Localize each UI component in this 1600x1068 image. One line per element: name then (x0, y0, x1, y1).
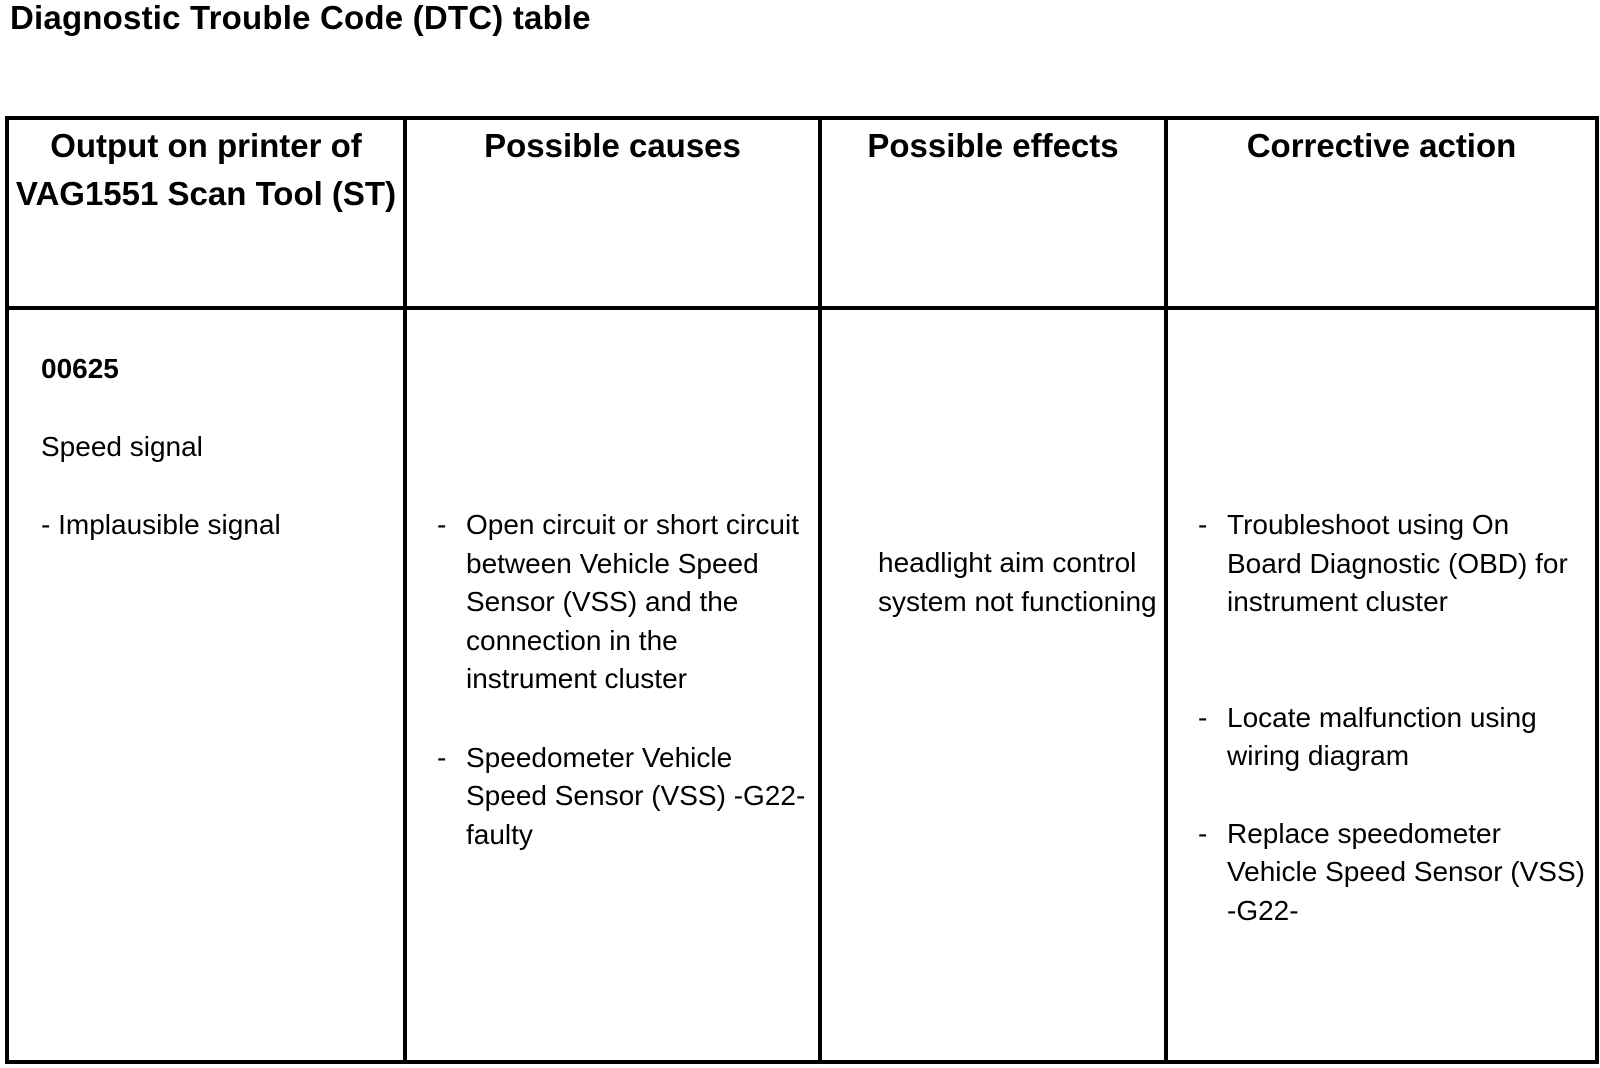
cell-output (7, 308, 405, 1062)
cell-possible-effects (820, 308, 1166, 1062)
causes-list (437, 506, 807, 854)
list-item (1198, 699, 1588, 776)
dash-bullet: - (437, 509, 447, 540)
document-title: Diagnostic Trouble Code (DTC) table (10, 0, 591, 36)
table-row (7, 308, 1597, 1062)
cause-text: Open circuit or short circuit between Vehicle Speed Sensor (VSS) and the connection in the instrument cluster (466, 509, 799, 694)
action-text: Locate malfunction using wiring diagram (1227, 701, 1537, 771)
effects-text: headlight aim control system not functioning (878, 547, 1157, 617)
cause-text: Speedometer Vehicle Speed Sensor (VSS) -G22- faulty (466, 741, 806, 850)
cell-possible-causes (405, 308, 820, 1062)
action-text: Troubleshoot using On Board Diagnostic (OBD) for instrument cluster (1227, 509, 1568, 617)
dash-bullet: - (1198, 701, 1208, 733)
header-possible-effects: Possible effects (820, 118, 1166, 308)
action-text: Replace speedometer Vehicle Speed Sensor (VSS) -G22- (1227, 817, 1585, 926)
dash-bullet: - (437, 741, 447, 773)
dtc-fault-type: - Implausible signal (41, 509, 281, 540)
list-item (1198, 815, 1588, 931)
list-item (437, 506, 807, 699)
header-possible-causes: Possible causes (405, 118, 820, 308)
table-header-row (7, 118, 1597, 308)
list-item (437, 739, 807, 855)
dtc-code: 00625 (41, 353, 119, 384)
header-corrective-action: Corrective action (1166, 118, 1597, 308)
dash-bullet: - (1198, 817, 1208, 849)
dtc-name: Speed signal (41, 431, 203, 462)
list-item (1198, 506, 1588, 622)
cell-corrective-action (1166, 308, 1597, 1062)
header-output: Output on printer of VAG1551 Scan Tool (ST) (7, 118, 405, 308)
actions-list (1198, 506, 1588, 930)
dtc-table (5, 116, 1599, 1064)
dash-bullet: - (1198, 509, 1208, 540)
